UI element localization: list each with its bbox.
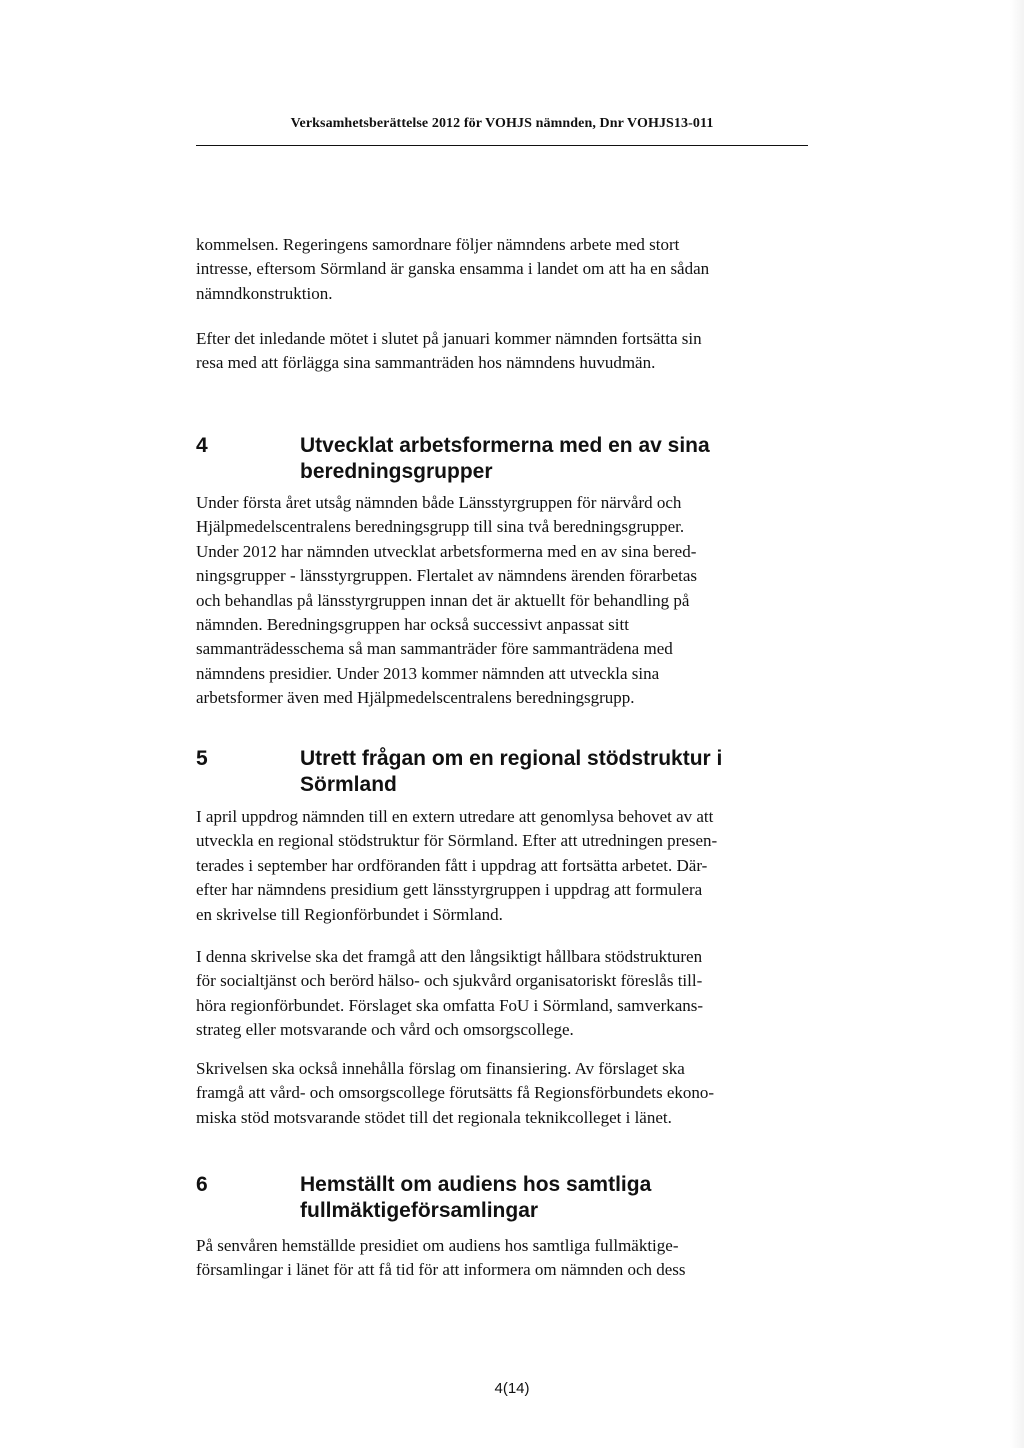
section-number: 4: [196, 434, 208, 457]
section-title-line: Utvecklat arbetsformerna med en av sina: [300, 434, 710, 457]
section-title-line: Hemställt om audiens hos samtliga: [300, 1173, 652, 1196]
text-line: nämndkonstruktion.: [196, 283, 333, 303]
section-6-heading: [196, 1172, 816, 1224]
text-line: arbetsformer även med Hjälpmedelscentralens beredningsgrupp.: [196, 688, 635, 708]
text-line: strateg eller motsvarande och vård och omsorgscollege.: [196, 1020, 574, 1040]
section-5-paragraph-1: [196, 805, 816, 927]
intro-paragraph-2: [196, 327, 816, 376]
text-line: framgå att vård- och omsorgscollege förutsätts få Regionsförbundets ekono-: [196, 1083, 715, 1103]
text-line: nämndens presidier. Under 2013 kommer nämnden att utveckla sina: [196, 663, 660, 683]
text-line: intresse, eftersom Sörmland är ganska ensamma i landet om att ha en sådan: [196, 259, 710, 279]
text-line: kommelsen. Regeringens samordnare följer nämndens arbete med stort: [196, 235, 680, 254]
text-line: terades i september har ordföranden fått i uppdrag att fortsätta arbetet. Där-: [196, 855, 708, 875]
text-line: en skrivelse till Regionförbundet i Sörmland.: [196, 904, 503, 924]
text-line: församlingar i länet för att få tid för att informera om nämnden och dess: [196, 1260, 686, 1280]
section-title: [300, 1172, 820, 1224]
section-title-line: Sörmland: [300, 773, 397, 796]
section-6-paragraph: [196, 1234, 816, 1283]
text-line: miska stöd motsvarande stödet till det regionala teknikcolleget i länet.: [196, 1107, 672, 1127]
running-header: Verksamhetsberättelse 2012 för VOHJS nämnden, Dnr VOHJS13-011: [290, 116, 714, 131]
section-5-paragraph-3: [196, 1057, 816, 1130]
text-line: nämnden. Beredningsgruppen har också successivt anpassat sitt: [196, 615, 629, 635]
text-line: utveckla en regional stödstruktur för Sörmland. Efter att utredningen presen-: [196, 831, 718, 851]
intro-paragraph-1: [196, 233, 816, 306]
text-line: efter har nämndens presidium gett länsstyrgruppen i uppdrag att formulera: [196, 880, 703, 900]
section-4-heading: [196, 433, 816, 485]
section-number: 5: [196, 747, 208, 770]
text-line: ningsgrupper - länsstyrgruppen. Flertalet av nämndens ärenden förarbetas: [196, 566, 698, 586]
text-line: Efter det inledande mötet i slutet på januari kommer nämnden fortsätta sin: [196, 329, 702, 348]
section-title-line: Utrett frågan om en regional stödstruktur i: [300, 747, 723, 770]
text-line: I denna skrivelse ska det framgå att den långsiktigt hållbara stödstrukturen: [196, 947, 703, 966]
text-line: I april uppdrog nämnden till en extern utredare att genomlysa behovet av att: [196, 807, 714, 826]
text-line: och behandlas på länsstyrgruppen innan det är aktuellt för behandling på: [196, 590, 690, 610]
text-line: Hjälpmedelscentralens beredningsgrupp till sina två beredningsgrupper.: [196, 517, 685, 537]
section-title: [300, 746, 820, 798]
section-5-paragraph-2: [196, 945, 816, 1043]
page-edge-shadow: [1010, 0, 1024, 1448]
section-title-line: beredningsgrupper: [300, 460, 493, 483]
text-line: för socialtjänst och berörd hälso- och sjukvård organisatoriskt föreslås till-: [196, 971, 703, 991]
section-4-paragraph: [196, 491, 816, 711]
text-line: Skrivelsen ska också innehålla förslag om finansiering. Av förslaget ska: [196, 1059, 685, 1078]
text-line: höra regionförbundet. Förslaget ska omfatta FoU i Sörmland, samverkans-: [196, 995, 704, 1015]
header-divider: [196, 145, 808, 146]
section-title-line: fullmäktigeförsamlingar: [300, 1199, 539, 1222]
page-number: 4(14): [494, 1380, 530, 1397]
text-line: sammanträdesschema så man sammanträder före sammanträdena med: [196, 639, 673, 659]
text-line: Under 2012 har nämnden utvecklat arbetsformerna med en av sina bered-: [196, 541, 697, 561]
section-number: 6: [196, 1173, 208, 1196]
text-line: Under första året utsåg nämnden både Länsstyrgruppen för närvård och: [196, 493, 682, 512]
text-line: resa med att förlägga sina sammanträden hos nämndens huvudmän.: [196, 353, 656, 373]
section-5-heading: [196, 746, 816, 798]
text-line: På senvåren hemställde presidiet om audiens hos samtliga fullmäktige-: [196, 1236, 679, 1255]
section-title: [300, 433, 820, 485]
